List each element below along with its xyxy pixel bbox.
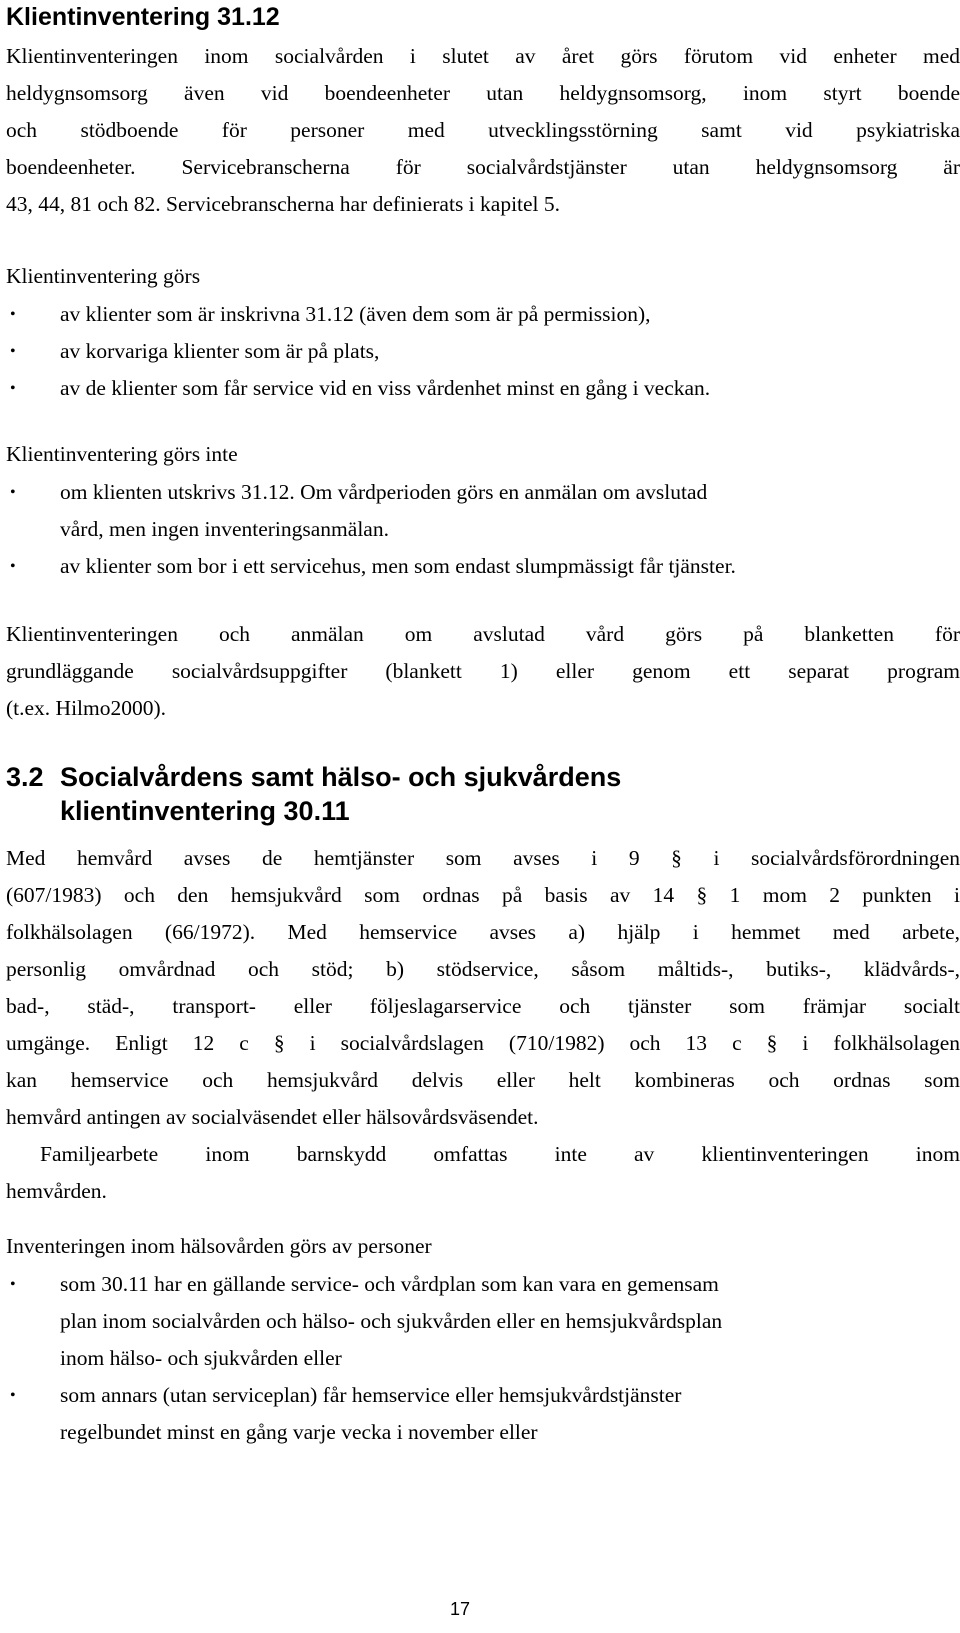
bullet-icon: •: [10, 343, 16, 360]
text-line: Klientinventering görs: [6, 264, 201, 288]
section-title-line1: Socialvårdens samt hälso- och sjukvårdens: [60, 762, 622, 792]
bullet-icon: •: [10, 380, 16, 397]
section-heading: [6, 760, 621, 828]
health-list: [6, 1266, 960, 1451]
text-line: personlig omvårdnad och stöd; b) stödservice, såsom måltids-, butiks-, klädvårds-,: [6, 957, 960, 981]
text-line: av korvariga klienter som är på plats,: [60, 339, 380, 363]
bullet-icon: •: [10, 306, 16, 323]
bullet-icon: •: [10, 558, 16, 575]
done-list: [6, 296, 960, 407]
list-item: [6, 474, 960, 548]
page-number: 17: [450, 1599, 471, 1619]
text-line: (t.ex. Hilmo2000).: [6, 696, 167, 720]
text-line: av klienter som bor i ett servicehus, men som endast slumpmässigt får tjänster.: [60, 554, 736, 578]
text-line: Klientinventeringen inom socialvården i slutet av året görs förutom vid enheter med: [6, 44, 960, 68]
intro-paragraph: [6, 38, 960, 223]
text-line: boendeenheter. Servicebranscherna för socialvårdstjänster utan heldygnsomsorg är: [6, 155, 960, 179]
text-line: regelbundet minst en gång varje vecka i november eller: [60, 1420, 538, 1444]
list-item: [6, 1266, 960, 1377]
not-done-list: [6, 474, 960, 585]
text-line: och stödboende för personer med utvecklingsstörning samt vid psykiatriska: [6, 118, 960, 142]
homecare-paragraph: [6, 840, 960, 1136]
section-title-line2: klientinventering 30.11: [60, 796, 350, 826]
text-line: av klienter som är inskrivna 31.12 (även dem som är på permission),: [60, 302, 651, 326]
text-line: bad-, städ-, transport- eller följeslagarservice och tjänster som främjar socialt: [6, 994, 960, 1018]
text-line: (607/1983) och den hemsjukvård som ordnas på basis av 14 § 1 mom 2 punkten i: [6, 883, 960, 907]
text-line: Inventeringen inom hälsovården görs av personer: [6, 1234, 432, 1258]
done-label: [6, 258, 960, 295]
text-line: folkhälsolagen (66/1972). Med hemservice avses a) hjälp i hemmet med arbete,: [6, 920, 960, 944]
text-line: kan hemservice och hemsjukvård delvis eller helt kombineras och ordnas som: [6, 1068, 960, 1092]
text-line: plan inom socialvården och hälso- och sjukvården eller en hemsjukvårdsplan: [60, 1309, 723, 1333]
bullet-icon: •: [10, 484, 16, 501]
text-line: Med hemvård avses de hemtjänster som avses i 9 § i socialvårdsförordningen: [6, 846, 960, 870]
bullet-icon: •: [10, 1276, 16, 1293]
text-line: heldygnsomsorg även vid boendeenheter utan heldygnsomsorg, inom styrt boende: [6, 81, 960, 105]
text-line: 43, 44, 81 och 82. Servicebranscherna har definierats i kapitel 5.: [6, 192, 561, 216]
text-line: hemvården.: [6, 1179, 107, 1203]
list-item: [6, 296, 960, 333]
top-heading: Klientinventering 31.12: [6, 3, 280, 31]
text-line: Familjearbete inom barnskydd omfattas inte av klientinventeringen inom: [40, 1142, 960, 1166]
text-line: inom hälso- och sjukvården eller: [60, 1346, 342, 1370]
list-item: [6, 548, 960, 585]
list-item: [6, 370, 960, 407]
list-item: [6, 1377, 960, 1451]
health-label: [6, 1228, 960, 1265]
text-line: grundläggande socialvårdsuppgifter (blankett 1) eller genom ett separat program: [6, 659, 960, 683]
text-line: som annars (utan serviceplan) får hemservice eller hemsjukvårdstjänster: [60, 1383, 682, 1407]
bullet-icon: •: [10, 1387, 16, 1404]
list-item: [6, 333, 960, 370]
text-line: vård, men ingen inventeringsanmälan.: [60, 517, 389, 541]
family-paragraph: [6, 1136, 960, 1210]
section-number: 3.2: [6, 762, 44, 792]
text-line: umgänge. Enligt 12 c § i socialvårdslagen (710/1982) och 13 c § i folkhälsolagen: [6, 1031, 960, 1055]
not-done-label: [6, 436, 960, 473]
text-line: om klienten utskrivs 31.12. Om vårdperioden görs en anmälan om avslutad: [60, 480, 708, 504]
text-line: Klientinventering görs inte: [6, 442, 238, 466]
text-line: hemvård antingen av socialväsendet eller hälsovårdsväsendet.: [6, 1105, 539, 1129]
text-line: Klientinventeringen och anmälan om avslutad vård görs på blanketten för: [6, 622, 960, 646]
form-paragraph: [6, 616, 960, 727]
text-line: av de klienter som får service vid en viss vårdenhet minst en gång i veckan.: [60, 376, 711, 400]
text-line: som 30.11 har en gällande service- och vårdplan som kan vara en gemensam: [60, 1272, 719, 1296]
